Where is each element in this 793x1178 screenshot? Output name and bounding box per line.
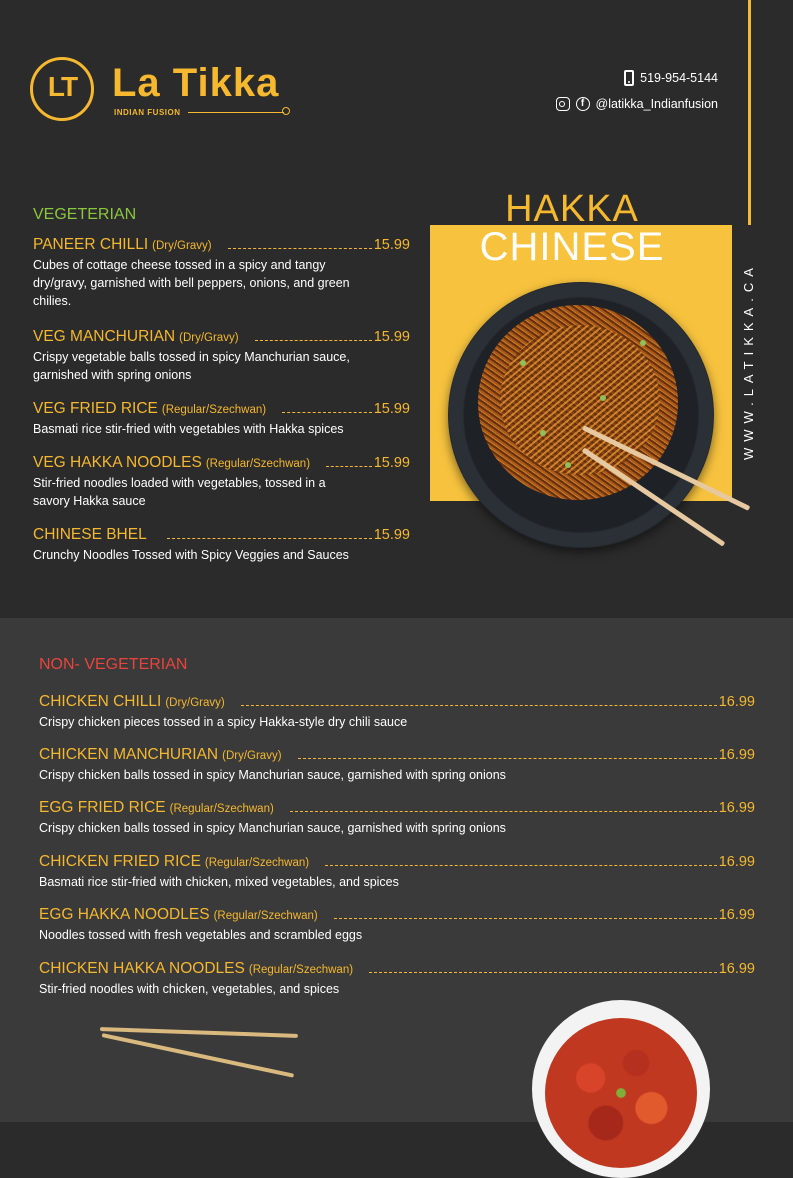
leader-dashes (255, 340, 372, 341)
item-price: 16.99 (718, 694, 755, 710)
leader-dashes (298, 758, 717, 759)
item-price: 16.99 (718, 907, 755, 923)
item-description: Stir-fried noodles loaded with vegetables, tossed in a savory Hakka sauce (33, 476, 326, 508)
item-name: PANEER CHILLI (33, 236, 149, 253)
herb-garnish (565, 462, 571, 468)
nonveg-section-title: NON- VEGETERIAN (39, 656, 188, 673)
chili-chicken-food-image (545, 1018, 697, 1168)
menu-item[interactable] (39, 746, 755, 784)
herb-garnish (640, 340, 646, 346)
item-option: (Dry/Gravy) (152, 240, 212, 252)
item-description: Basmati rice stir-fried with chicken, mixed vegetables, and spices (39, 875, 399, 889)
herb-garnish (540, 430, 546, 436)
leader-dashes (241, 705, 717, 706)
item-price: 16.99 (718, 854, 755, 870)
menu-item[interactable] (33, 328, 410, 384)
item-price: 16.99 (718, 961, 755, 977)
instagram-icon[interactable] (556, 97, 570, 111)
veg-section-title: VEGETERIAN (33, 206, 137, 223)
menu-item[interactable] (39, 693, 755, 731)
item-name: CHICKEN FRIED RICE (39, 853, 201, 870)
facebook-icon[interactable]: f (576, 97, 590, 111)
menu-item[interactable] (39, 853, 755, 891)
item-option: (Regular/Szechwan) (204, 857, 310, 869)
brand-name: La Tikka (112, 61, 280, 105)
social-row (556, 94, 719, 114)
leader-dashes (326, 466, 372, 467)
leader-dashes (167, 538, 372, 539)
item-price: 15.99 (373, 455, 410, 471)
item-option: (Dry/Gravy) (179, 332, 239, 344)
item-description: Basmati rice stir-fried with vegetables with Hakka spices (33, 422, 344, 436)
leader-dashes (334, 918, 717, 919)
item-price: 15.99 (373, 527, 410, 543)
item-description: Crispy chicken pieces tossed in a spicy Hakka-style dry chili sauce (39, 715, 408, 729)
leader-dashes (369, 972, 717, 973)
hero-title-line2: CHINESE (479, 225, 665, 269)
item-option: (Dry/Gravy) (222, 750, 282, 762)
item-name: VEG MANCHURIAN (33, 328, 176, 345)
leader-dashes (228, 248, 372, 249)
item-price: 15.99 (373, 237, 410, 253)
item-description: Stir-fried noodles with chicken, vegetables, and spices (39, 982, 340, 996)
item-price: 15.99 (373, 401, 410, 417)
brand-tagline: INDIAN FUSION (114, 108, 181, 117)
item-description: Crispy chicken balls tossed in spicy Manchurian sauce, garnished with spring onions (39, 821, 506, 835)
item-name: CHICKEN CHILLI (39, 693, 162, 710)
menu-item[interactable] (33, 526, 410, 564)
brand-logo (30, 55, 290, 130)
item-name: CHICKEN MANCHURIAN (39, 746, 219, 763)
leader-dashes (282, 412, 372, 413)
logo-spoon-icon (282, 107, 290, 115)
item-name: VEG FRIED RICE (33, 400, 158, 417)
item-description: Noodles tossed with fresh vegetables and scrambled eggs (39, 928, 363, 942)
leader-dashes (290, 811, 717, 812)
hero-title-line1: HAKKA (505, 188, 639, 230)
leader-dashes (325, 865, 717, 866)
item-option: (Regular/Szechwan) (248, 964, 354, 976)
item-description: Crispy vegetable balls tossed in spicy Manchurian sauce, garnished with spring onions (33, 350, 350, 382)
menu-item[interactable] (39, 906, 755, 944)
item-option: (Regular/Szechwan) (205, 458, 311, 470)
item-option: (Regular/Szechwan) (213, 910, 318, 922)
item-option: (Regular/Szechwan) (161, 404, 267, 416)
herb-garnish (600, 395, 606, 401)
item-description: Cubes of cottage cheese tossed in a spicy and tangy dry/gravy, garnished with bell peppers, onions, and green chilies. (33, 258, 350, 308)
item-description: Crispy chicken balls tossed in spicy Manchurian sauce, garnished with spring onions (39, 768, 506, 782)
menu-item[interactable] (33, 400, 410, 438)
menu-item[interactable] (39, 960, 755, 998)
contact-info (556, 68, 719, 120)
item-name: EGG HAKKA NOODLES (39, 906, 210, 923)
website-url[interactable]: WWW.LATIKKA.CA (741, 262, 756, 460)
item-price: 16.99 (718, 800, 755, 816)
phone-row (556, 68, 719, 88)
item-name: EGG FRIED RICE (39, 799, 166, 816)
item-price: 15.99 (373, 329, 410, 345)
menu-item[interactable] (33, 454, 410, 510)
menu-item[interactable] (39, 799, 755, 837)
social-handle[interactable]: @latikka_Indianfusion (595, 97, 718, 111)
item-option: (Dry/Gravy) (165, 697, 225, 709)
item-description: Crunchy Noodles Tossed with Spicy Veggies and Sauces (33, 548, 349, 562)
menu-item[interactable] (33, 236, 410, 310)
item-price: 16.99 (718, 747, 755, 763)
item-name: CHINESE BHEL (33, 526, 147, 543)
item-name: VEG HAKKA NOODLES (33, 454, 202, 471)
phone-number[interactable]: 519-954-5144 (640, 71, 718, 85)
item-name: CHICKEN HAKKA NOODLES (39, 960, 245, 977)
phone-icon (624, 70, 634, 86)
logo-underline (188, 112, 284, 113)
logo-monogram: LT (47, 71, 77, 102)
accent-vertical-line (748, 0, 751, 225)
item-option: (Regular/Szechwan) (169, 803, 274, 815)
herb-garnish (520, 360, 526, 366)
